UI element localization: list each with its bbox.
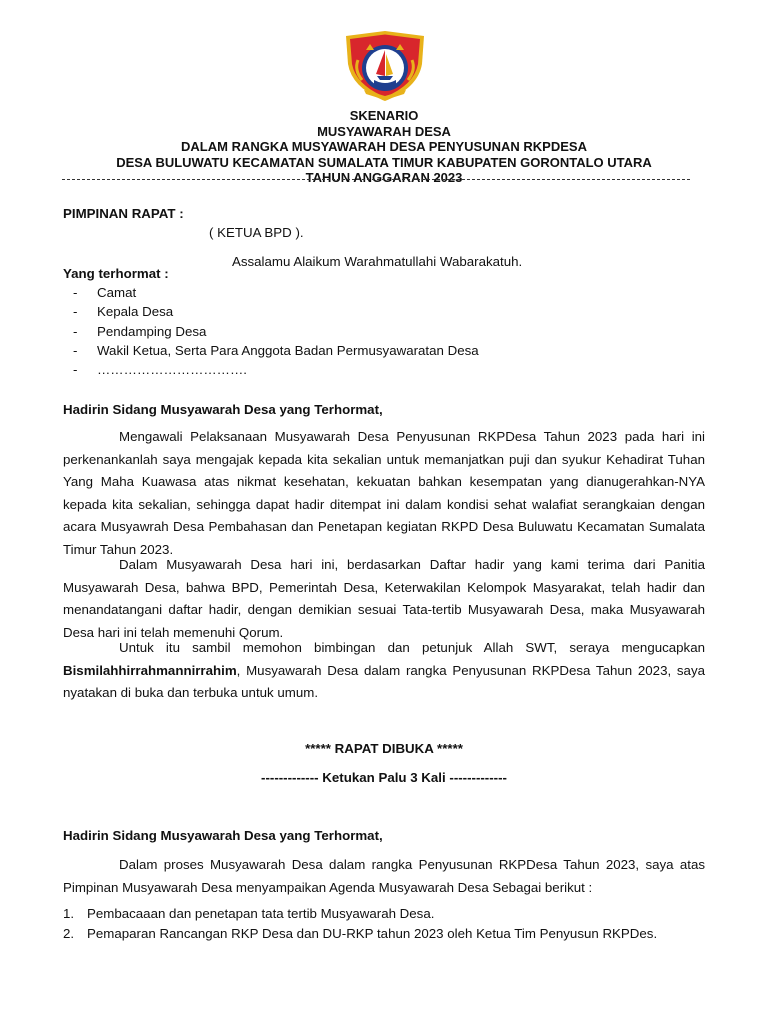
document-header	[0, 108, 768, 186]
pimpinan-role: ( KETUA BPD ).	[209, 225, 304, 240]
list-item: - Kepala Desa	[73, 304, 174, 320]
agenda-item: 2. Pemaparan Rancangan RKP Desa dan DU-RKP tahun 2023 oleh Ketua Tim Penyusun RKPDes.	[63, 926, 658, 941]
section1-paragraph-3: Untuk itu sambil memohon bimbingan dan petunjuk Allah SWT, seraya mengucapkan Bismilahhirrahmannirrahim, Musyawarah Desa dalam rangka Penyusunan RKPDesa Tahun 2023, saya nyatakan di buka dan terbuka untuk umum.	[63, 640, 705, 701]
rapat-dibuka-text: ***** RAPAT DIBUKA *****	[305, 741, 463, 756]
header-divider	[62, 179, 690, 180]
header-line-musdes: MUSYAWARAH DESA	[317, 123, 451, 139]
list-item: - Camat	[73, 285, 137, 300]
section1-paragraph-1: Mengawali Pelaksanaan Musyawarah Desa Penyusunan RKPDesa Tahun 2023 pada hari ini perkenankanlah saya mengajak kepada kita sekalian untuk memanjatkan puji dan syukur Kehadirat Tuhan Yang Maha Kuawasa atas nikmat kesehatan, kekuatan bahkan kesempatan yang dianugerahkan-NYA kepada kita sekalian, sehingga dapat hadir ditempat ini dalam kondisi sehat walafiat serangkaian dengan acara Musyawrah Desa Pembahasan dan Penetapan kegiatan RKPD Desa Buluwatu Kecamatan Sumalata Timur Tahun 2023.	[63, 429, 705, 557]
section2-paragraph-1: Dalam proses Musyawarah Desa dalam rangka Penyusunan RKPDesa Tahun 2023, saya atas Pimpinan Musyawarah Desa menyampaikan Agenda Musyawarah Desa Sebagai berikut :	[63, 857, 705, 895]
section1-heading: Hadirin Sidang Musyawarah Desa yang Terhormat,	[63, 402, 383, 417]
agenda-item: 1. Pembacaaan dan penetapan tata tertib Musyawarah Desa.	[63, 906, 435, 921]
regency-emblem-logo	[344, 30, 426, 102]
list-item: - Wakil Ketua, Serta Para Anggota Badan Permusyawaratan Desa	[73, 342, 479, 358]
greeting-salam: Assalamu Alaikum Warahmatullahi Wabarakatuh.	[232, 254, 523, 269]
agenda-list	[63, 904, 657, 944]
bismillah-text: Bismilahhirrahmannirrahim	[63, 662, 237, 678]
yang-terhormat-label: Yang terhormat :	[63, 266, 169, 281]
header-line-skenario: SKENARIO	[349, 108, 419, 123]
header-line-rangka: DALAM RANGKA MUSYAWARAH DESA PENYUSUNAN RKPDESA	[181, 139, 587, 154]
list-item: - …………………………….	[73, 362, 247, 378]
section1-paragraph-2: Dalam Musyawarah Desa hari ini, berdasarkan Daftar hadir yang kami terima dari Panitia Musyawarah Desa, bahwa BPD, Pemerintah Desa, Keterwakilan Kelompok Masyarakat, telah hadir dan menandatangani daftar hadir, dengan demikian sesuai Tata-tertib Musyawarah Desa, maka Musyawarah Desa hari ini telah memenuhi Qorum.	[63, 557, 705, 640]
pimpinan-rapat-label: PIMPINAN RAPAT :	[63, 206, 184, 221]
ketukan-palu-text: ------------- Ketukan Palu 3 Kali -------------	[261, 770, 507, 785]
yang-terhormat-list	[64, 283, 479, 379]
list-item: - Pendamping Desa	[73, 323, 207, 339]
section2-heading: Hadirin Sidang Musyawarah Desa yang Terhormat,	[63, 828, 383, 843]
header-line-tahun: TAHUN ANGGARAN 2023	[305, 170, 463, 185]
header-line-desa: DESA BULUWATU KECAMATAN SUMALATA TIMUR KABUPATEN GORONTALO UTARA	[116, 154, 652, 170]
